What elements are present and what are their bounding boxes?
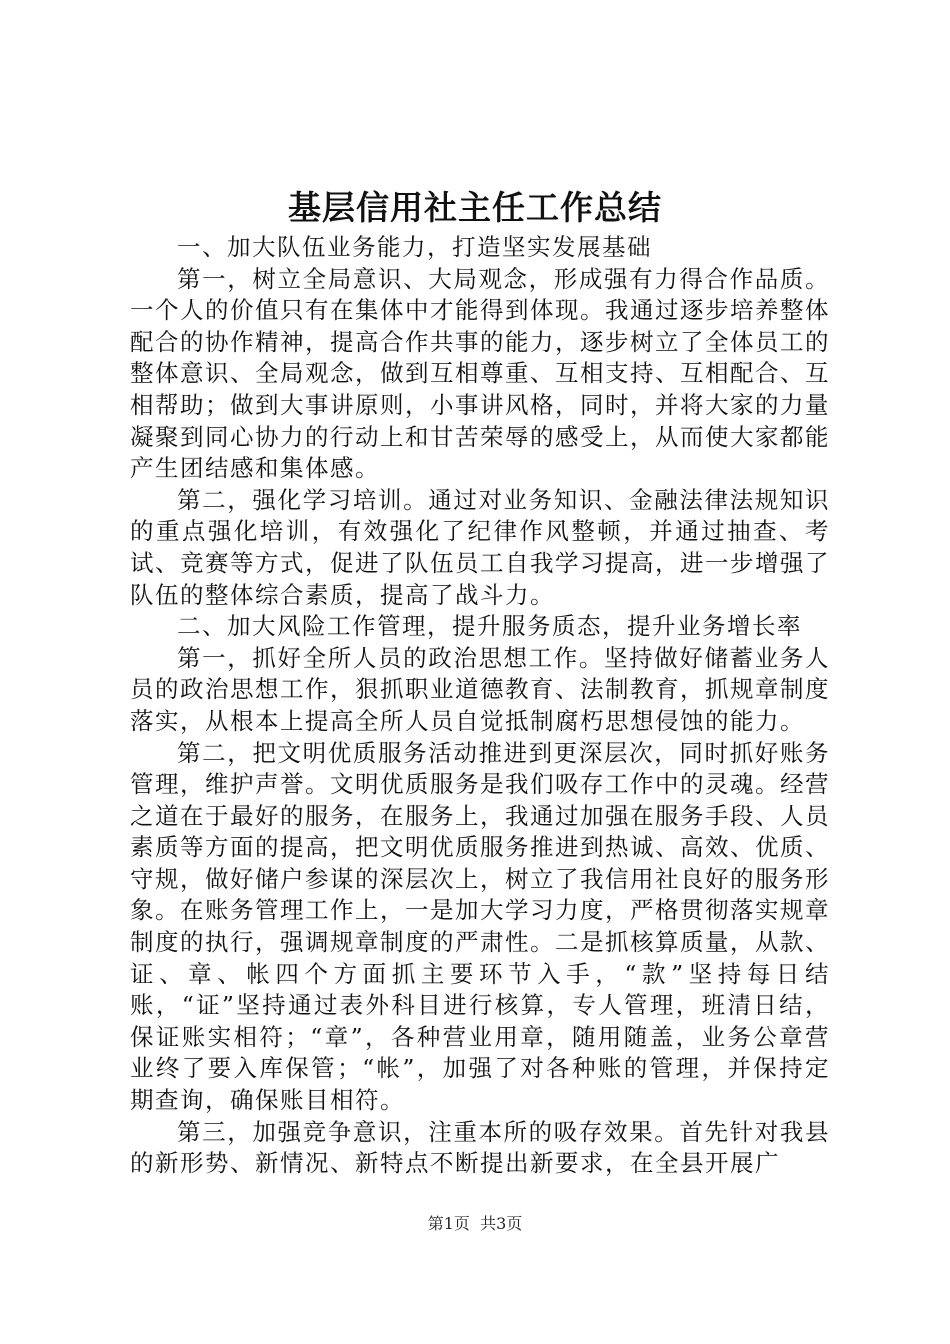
page-title: 基层信用社主任工作总结 [288,188,662,227]
paragraph: 第二，把文明优质服务活动推进到更深层次，同时抓好账务管理，维护声誉。文明优质服务是我们吸存工作中的灵魂。经营之道在于最好的服务，在服务上，我通过加强在服务手段、人员素质等方面的提高，把文明优质服务推进到热诚、高效、优质、守规，做好储户参谋的深层次上，树立了我信用社良好的服务形象。在账务管理工作上，一是加大学习力度，严格贯彻落实规章制度的执行，强调规章制度的严肃性。二是抓核算质量，从款、证、章、帐四个方面抓主要环节入手，“款”坚持每日结账，“证”坚持通过表外科目进行核算，专人管理，班清日结，保证账实相符；“章”，各种营业用章，随用随盖，业务公章营业终了要入库保管；“帐”，加强了对各种账的管理，并保持定期查询，确保账目相符。 [130,738,830,1115]
paragraph: 第一，树立全局意识、大局观念，形成强有力得合作品质。一个人的价值只有在集体中才能得到体现。我通过逐步培养整体配合的协作精神，提高合作共事的能力，逐步树立了全体员工的整体意识、全局观念，做到互相尊重、互相支持、互相配合、互相帮助；做到大事讲原则，小事讲风格，同时，并将大家的力量凝聚到同心协力的行动上和甘苦荣辱的感受上，从而使大家都能产生团结感和集体感。 [130,264,830,483]
paragraph: 第一，抓好全所人员的政治思想工作。坚持做好储蓄业务人员的政治思想工作，狠抓职业道德教育、法制教育，抓规章制度落实，从根本上提高全所人员自觉抵制腐朽思想侵蚀的能力。 [130,643,830,735]
page-number: 第1页 共3页 [427,1214,523,1233]
paragraph: 第二，强化学习培训。通过对业务知识、金融法律法规知识的重点强化培训，有效强化了纪律作风整顿，并通过抽查、考试、竞赛等方式，促进了队伍员工自我学习提高，进一步增强了队伍的整体综合素质，提高了战斗力。 [130,485,830,609]
paragraph: 第三，加强竞争意识，注重本所的吸存效果。首先针对我县的新形势、新情况、新特点不断提出新要求，在全县开展广 [130,1117,830,1178]
section-heading-2: 二、加大风险工作管理，提升服务质态，提升业务增长率 [177,612,802,641]
document-body [130,232,830,1180]
section-heading-1: 一、加大队伍业务能力，打造坚实发展基础 [177,233,652,261]
page-footer [0,1212,950,1236]
